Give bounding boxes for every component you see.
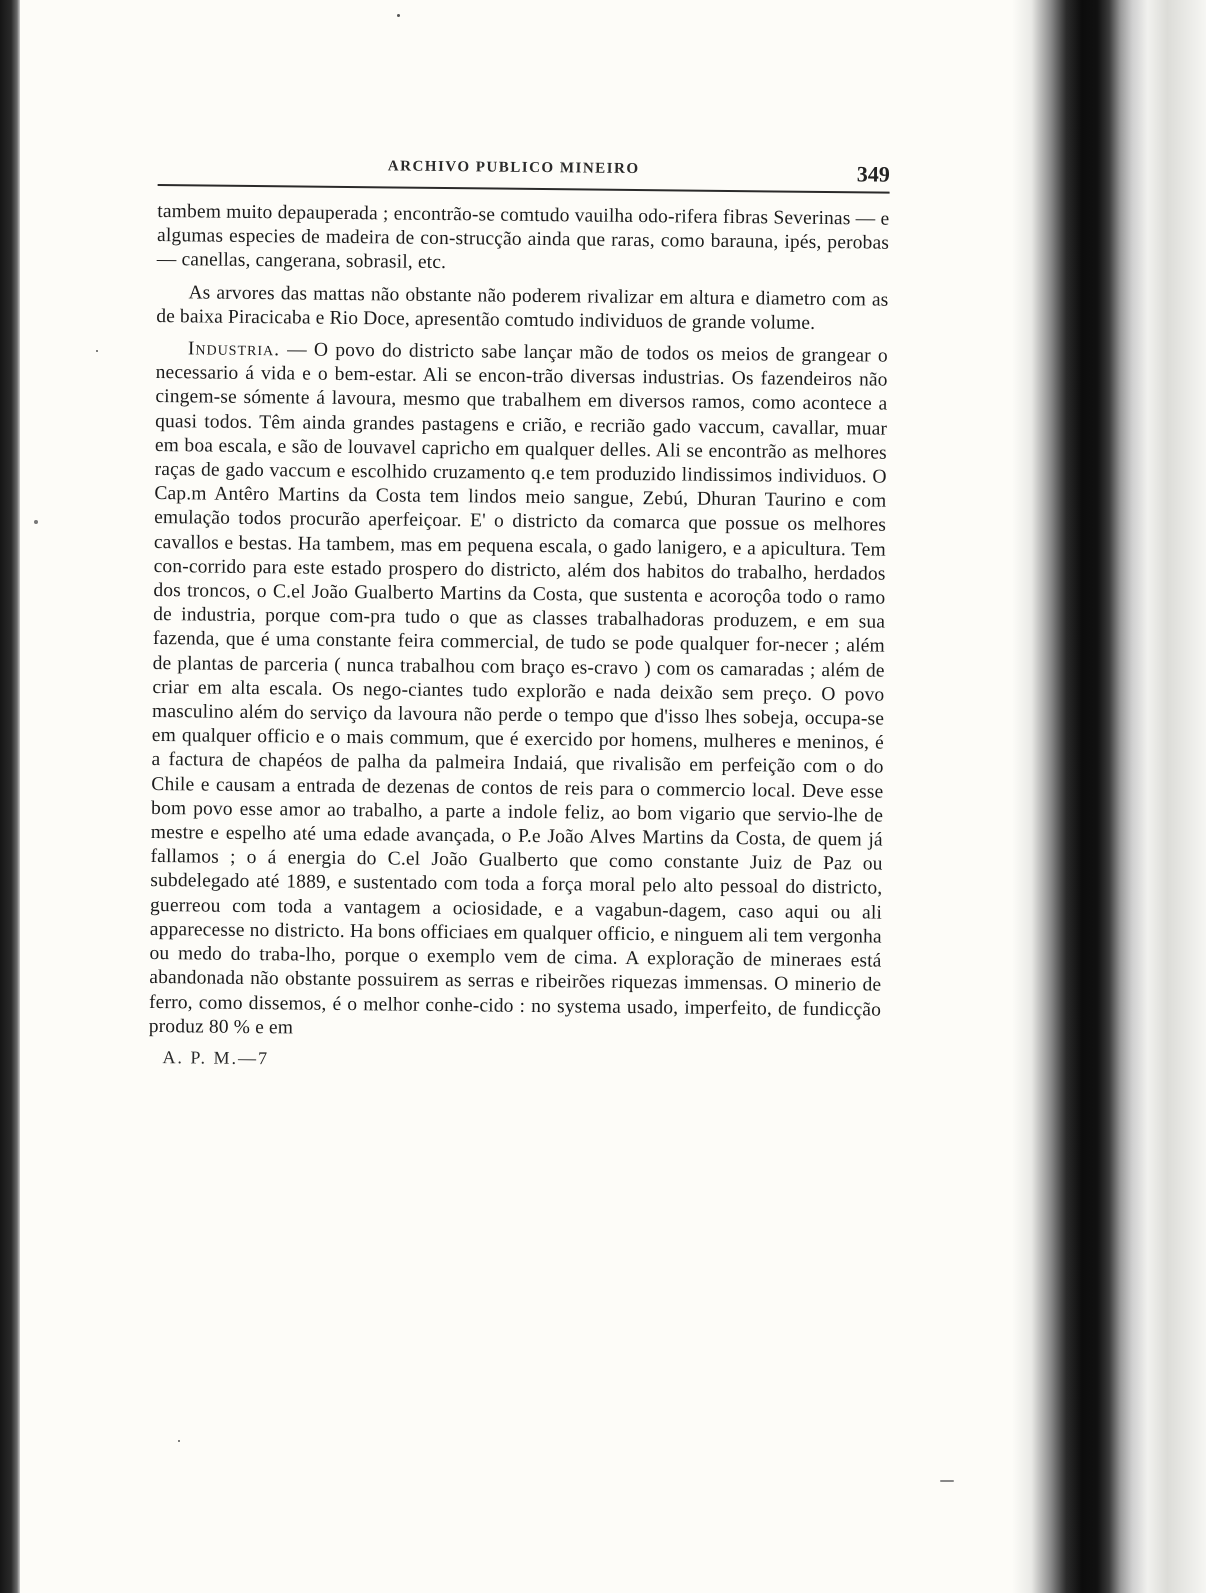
paragraph-text: — O povo do districto sabe lançar mão de todos os meios de grangear o necessario á vida e o bem-estar. Ali se encon-trão diversas industrias. Os fazendeiros não cingem-se sómente á lavoura, mesmo que trabalhem em diversos ramos, como acontece a quasi todos. Têm ainda grandes pastagens e crião, e recrião gado vaccum, cavallar, muar em boa escala, e são de louvavel capricho em qualquer delles. Ali se encontrão as melhores raças de gado vaccum e escolhido cruzamento q.e tem produzido lindissimos individuos. O Cap.m Antêro Martins da Costa tem lindos meio sangue, Zebú, Dhuran Taurino e com emulação todos procurão aperfeiçoar. E' o districto da comarca que possue os melhores cavallos e bestas. Ha tambem, mas em pequena escala, o gado lanigero, e a apicultura. Tem con-corrido para este estado prospero do districto, além dos habitos do trabalho, herdados dos troncos, o C.el João Gualberto Martins da Costa, que sustenta e acoroçôa todo o ramo de industria, porque com-pra tudo o que as classes trabalhadoras produzem, e em sua fazenda, que é uma constante feira commercial, de tudo se pode qualquer for-necer ; além de plantas de parceria ( nunca trabalhou com braço es-cravo ) com os camaradas ; além de criar em alta escala. Os nego-ciantes tudo explorão e nada deixão sem preço. O povo masculino além do serviço da lavoura não perde o tempo que d'isso lhes sobeja, occupa-se em qualquer officio e o mais commum, que é exercido por homens, mulheres e meninos, é a factura de chapéos de palha da palmeira Indaiá, que rivalisão em perfeição com o do Chile e causam a entrada de dezenas de contos de reis para o commercio local. Deve esse bom povo esse amor ao trabalho, a parte a indole feliz, ao bom vigario que servio-lhe de mestre e espelho até uma edade avançada, o P.e João Alves Martins da Costa, de quem já fallamos ; o á energia do C.el João Gualberto que como constante Juiz de Paz ou subdelegado até 1889, e sustentado com toda a força moral pelo alto pessoal do districto, guerreou com toda a vantagem a ociosidade, e a vagabun-dagem, caso aqui ou ali apparecesse no districto. Ha bons officiaes em qualquer officio, e ninguem ali tem vergonha ou medo do traba-lho, porque o exemplo vem de cima. A exploração de mineraes está abandonada não obstante possuirem as serras e ribeirões riquezas immensas. O minerio de ferro, como dissemos, é o melhor conhe-cido : no systema usado, imperfeito, de fundicção produz 80 % e em	[148, 339, 888, 1039]
scan-speck	[96, 350, 98, 352]
paragraph	[156, 281, 888, 337]
scan-speck	[397, 14, 400, 17]
running-header	[158, 150, 890, 194]
body-text	[149, 200, 890, 1047]
paragraph-text: tambem muito depauperada ; encontrão-se comtudo vauilha odo-rifera fibras Severinas — e algumas especies de madeira de con-strucção ainda que raras, como barauna, ipés, perobas — canellas, cangerana, sobrasil, etc.	[156, 200, 890, 274]
running-title: ARCHIVO PUBLICO MINEIRO	[387, 158, 640, 178]
scan-speck	[940, 1480, 954, 1482]
section-lead: Industria.	[187, 338, 281, 361]
paragraph	[157, 200, 890, 280]
right-binding-shadow	[1012, 0, 1206, 1593]
paragraph-text: As arvores das mattas não obstante não poderem rivalizar em altura e diametro com as de baixa Piracicaba e Rio Doce, apresentão comtudo individuos de grande volume.	[156, 281, 889, 334]
left-binding-shadow	[0, 0, 20, 1593]
scan-speck	[34, 520, 38, 524]
document-page	[144, 150, 890, 1458]
signature-mark: A. P. M.—7	[162, 1047, 270, 1069]
paragraph	[149, 337, 888, 1047]
page-number: 349	[856, 161, 890, 187]
